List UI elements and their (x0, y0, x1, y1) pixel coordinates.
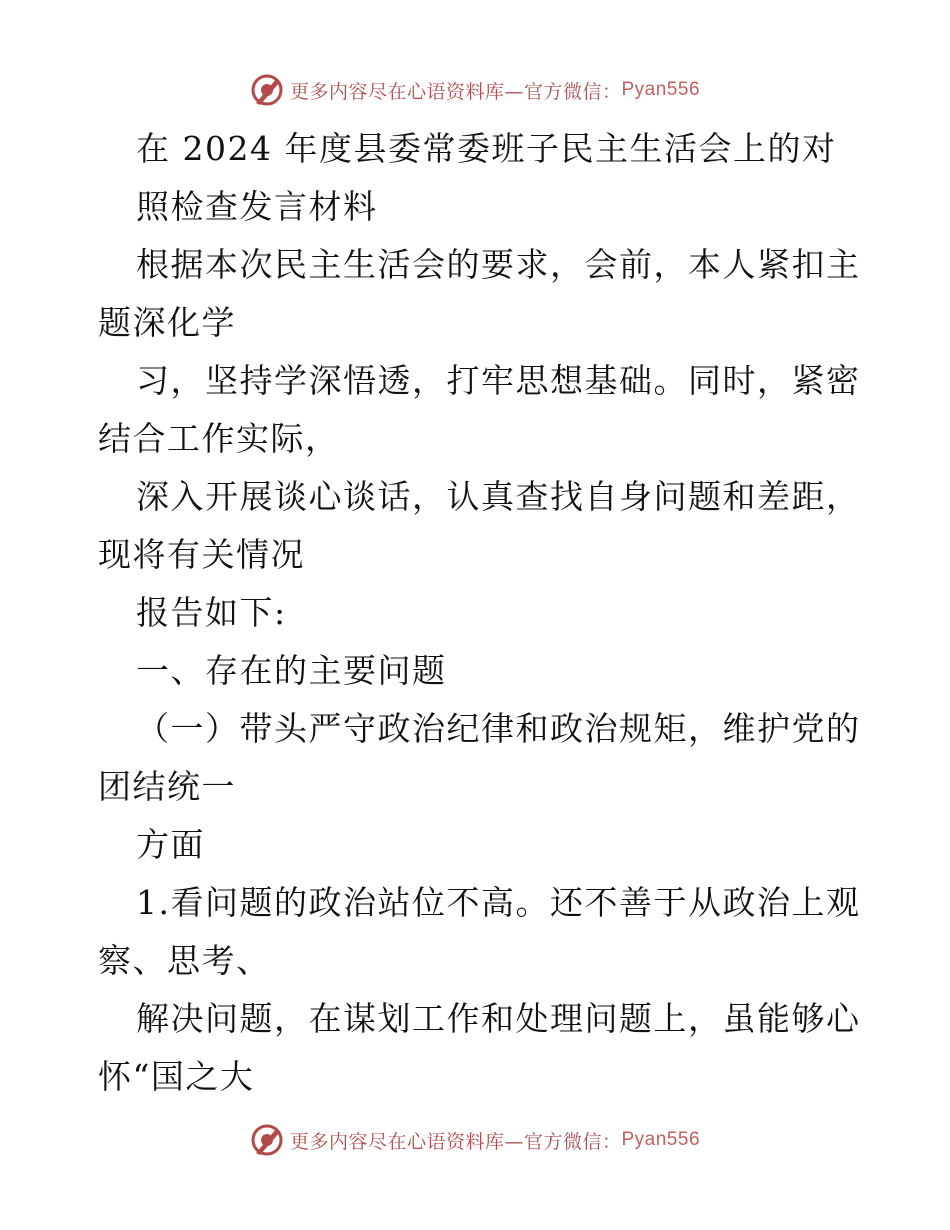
text-line-12: 团结统一 (98, 767, 236, 806)
text-line-16: 解决问题，在谋划工作和处理问题上，虽能够心 (136, 999, 861, 1038)
text-line-8: 现将有关情况 (98, 535, 305, 574)
text-line-15: 察、思考、 (98, 941, 271, 980)
text-line-14: 1.看问题的政治站位不高。还不善于从政治上观 (136, 883, 861, 922)
watermark-wechat-id: Pyan556 (621, 1129, 701, 1150)
text-line-1: 在 2024 年度县委常委班子民主生活会上的对 (136, 129, 837, 168)
text-line-10: 一、存在的主要问题 (136, 651, 447, 690)
text-line-4: 题深化学 (98, 303, 236, 342)
text-line-6: 结合工作实际， (98, 419, 340, 458)
text-line-7: 深入开展谈心谈话，认真查找自身问题和差距， (136, 477, 861, 516)
watermark-sub-text: —官方微信： (504, 80, 622, 103)
footer-watermark (0, 1120, 950, 1160)
text-line-11: （一）带头严守政治纪律和政治规矩，维护党的 (136, 709, 861, 748)
document-body (98, 120, 861, 1106)
watermark-wechat-id: Pyan556 (621, 79, 701, 100)
pen-logo-icon (250, 73, 284, 107)
text-line-2: 照检查发言材料 (136, 187, 378, 226)
text-line-9: 报告如下: (136, 593, 287, 632)
watermark-main-text: 更多内容尽在心语资料库 (289, 80, 505, 103)
text-line-5: 习，坚持学深悟透，打牢思想基础。同时，紧密 (136, 361, 861, 400)
text-line-3: 根据本次民主生活会的要求，会前，本人紧扣主 (136, 245, 861, 284)
watermark-sub-text: —官方微信： (504, 1130, 622, 1153)
pen-logo-icon (250, 1123, 284, 1157)
watermark-main-text: 更多内容尽在心语资料库 (289, 1130, 505, 1153)
header-watermark (0, 70, 950, 110)
text-line-17: 怀“国之大 (98, 1057, 255, 1096)
text-line-13: 方面 (136, 825, 205, 864)
